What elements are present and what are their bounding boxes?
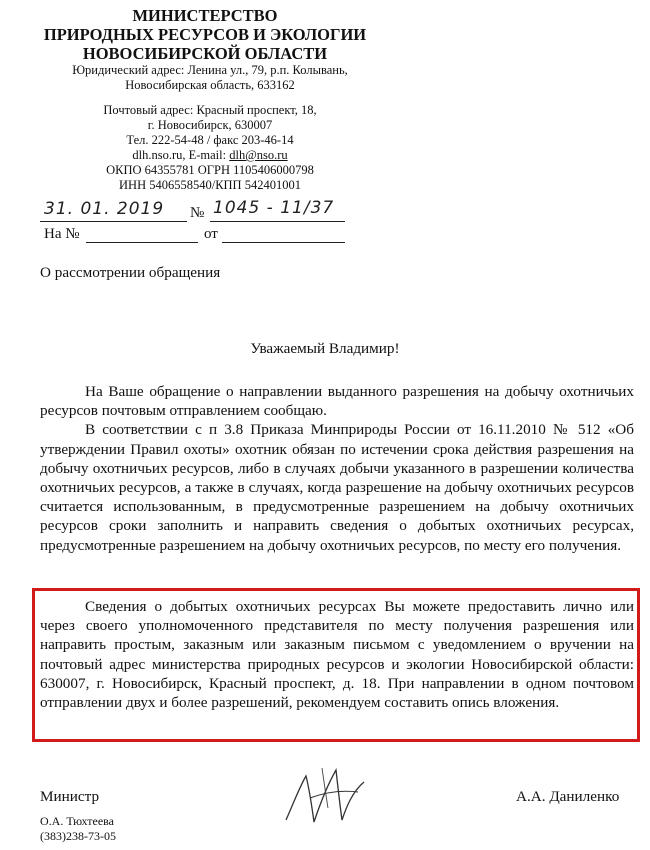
on-no-label: На № bbox=[44, 226, 80, 242]
inn-kpp: ИНН 5406558540/КПП 542401001 bbox=[119, 178, 301, 192]
registration-number: 1045 - 11/37 bbox=[213, 198, 335, 218]
ministry-title bbox=[40, 6, 370, 63]
from-label: от bbox=[204, 226, 218, 242]
legal-address-line-2: Новосибирская область, 633162 bbox=[125, 78, 295, 92]
highlighted-paragraph: Сведения о добытых охотничьих ресурсах Вы можете предоставить лично или через своего уполномоченного представителя по месту получения разрешения или направить простым, заказным или заказным письмом с уведомлением о вручении на почтовый адрес министерства природных ресурсов и экологии Новосибирской области: 630007, г. Новосибирск, Красный проспект, д. 18. При направлении в одном почтовом отправлении двух и более разрешений, рекомендуем составить опись вложения. bbox=[40, 598, 634, 712]
web-email-line bbox=[40, 148, 380, 163]
postal-address-line-1: Почтовый адрес: Красный проспект, 18, bbox=[103, 103, 317, 117]
handwritten-signature bbox=[280, 762, 370, 832]
date-underline bbox=[40, 221, 187, 222]
number-underline bbox=[210, 221, 345, 222]
postal-address-line-2: г. Новосибирск, 630007 bbox=[147, 118, 273, 132]
ministry-requisites bbox=[40, 63, 380, 193]
ministry-title-line-2: ПРИРОДНЫХ РЕСУРСОВ И ЭКОЛОГИИ bbox=[43, 25, 367, 44]
highlighted-paragraph-wrap bbox=[40, 597, 634, 712]
registration-date: 31. 01. 2019 bbox=[44, 199, 165, 219]
email-link[interactable]: dlh@nso.ru bbox=[229, 148, 288, 162]
legal-address-line-1: Юридический адрес: Ленина ул., 79, р.п. Колывань, bbox=[72, 63, 348, 77]
body-text bbox=[40, 382, 634, 587]
paragraph-1: На Ваше обращение о направлении выданного разрешения на добычу охотничьих ресурсов почтовым отправлением сообщаю. bbox=[40, 383, 634, 420]
ministry-title-line-3: НОВОСИБИРСКОЙ ОБЛАСТИ bbox=[82, 44, 328, 63]
greeting: Уважаемый Владимир! bbox=[250, 340, 400, 357]
on-no-underline bbox=[86, 242, 198, 243]
okpo-ogrn: ОКПО 64355781 ОГРН 1105406000798 bbox=[106, 163, 314, 177]
executor-name: О.А. Тюхтеева bbox=[40, 814, 114, 828]
subject-line: О рассмотрении обращения bbox=[40, 264, 221, 281]
signer-name: А.А. Даниленко bbox=[516, 788, 620, 805]
signer-position: Министр bbox=[40, 788, 100, 805]
phone-fax: Тел. 222-54-48 / факс 203-46-14 bbox=[126, 133, 294, 147]
web-email-prefix: dlh.nso.ru, E-mail: bbox=[132, 148, 230, 162]
registration-number-label: № bbox=[190, 205, 205, 221]
executor-phone: (383)238-73-05 bbox=[40, 829, 116, 843]
from-underline bbox=[222, 242, 345, 243]
ministry-title-line-1: МИНИСТЕРСТВО bbox=[132, 6, 278, 25]
paragraph-2: В соответствии с п 3.8 Приказа Минприроды России от 16.11.2010 № 512 «Об утверждении Правил охоты» охотник обязан по истечении срока действия разрешения на добычу охотничьих ресурсов, либо в случаях добычи указанного в разрешении количества охотничьих ресурсов, а также в случаях, когда разрешение на добычу охотничьих ресурсов считается использованным, в предусмотренные разрешением на добычу охотничьих ресурсов сроки заполнить и направить сведения о добытых охотничьих ресурсах, предусмотренные разрешением на добычу охотничьих ресурсов, по месту его получения. bbox=[40, 421, 634, 554]
